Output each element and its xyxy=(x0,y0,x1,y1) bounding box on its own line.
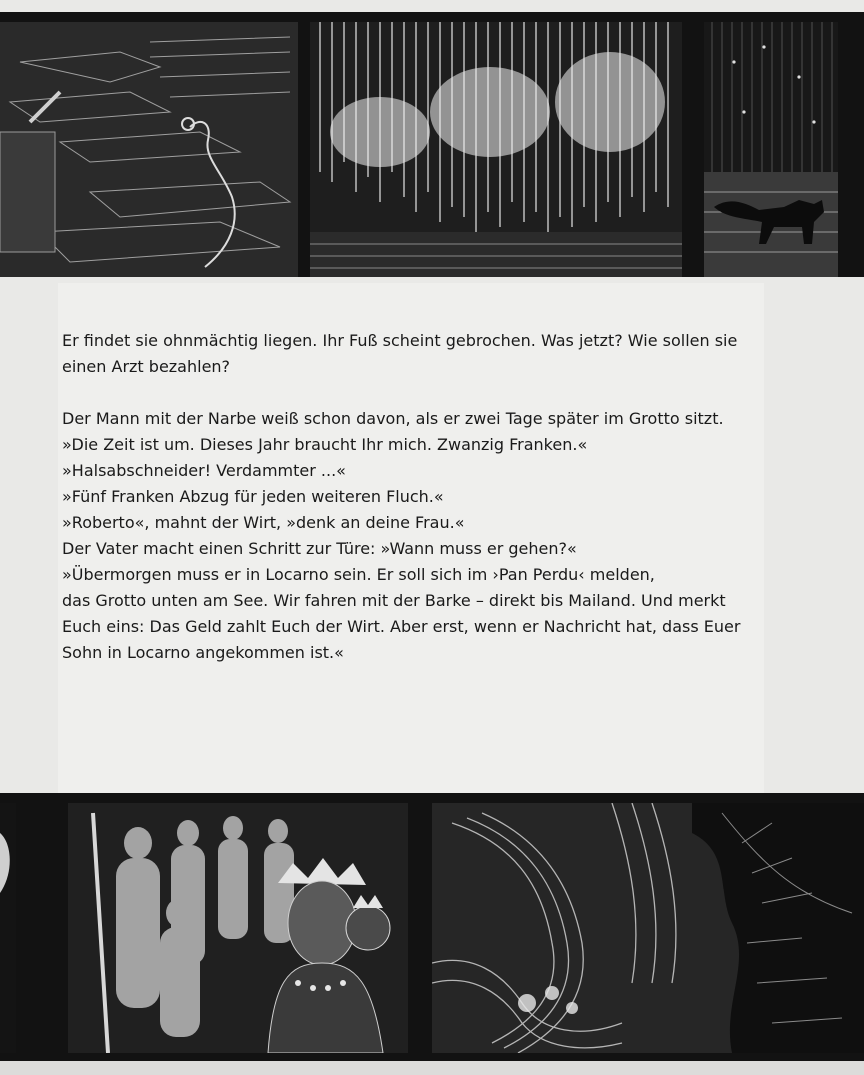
paragraph2-line7: »Übermorgen muss er in Locarno sein. Er soll sich im ›Pan Perdu‹ melden, xyxy=(62,565,655,584)
waterfall-icon xyxy=(310,22,682,277)
paragraph2-line2: »Die Zeit ist um. Dieses Jahr braucht Ihr mich. Zwanzig Franken.« xyxy=(62,435,588,454)
stormy-forest-icon xyxy=(432,803,864,1053)
paragraph2-line1: Der Mann mit der Narbe weiß schon davon, als er zwei Tage später im Grotto sitzt. xyxy=(62,409,724,428)
paragraph1-line1: Er findet sie ohnmächtig liegen. Ihr Fuß scheint gebrochen. Was jetzt? Wie sollen sie xyxy=(62,331,738,350)
paragraph2-line10: Sohn in Locarno angekommen ist.« xyxy=(62,643,344,662)
story-text xyxy=(62,328,762,666)
paragraph2-line3: »Halsabschneider! Verdammter ...« xyxy=(62,461,346,480)
partial-illustration-icon xyxy=(0,803,16,1053)
top-illustration-strip xyxy=(0,12,864,277)
paragraph2-line9: Euch eins: Das Geld zahlt Euch der Wirt. Aber erst, wenn er Nachricht hat, dass Euer xyxy=(62,617,741,636)
fox-icon xyxy=(704,22,838,277)
paragraph1-line2: einen Arzt bezahlen? xyxy=(62,357,231,376)
paragraph2-line5: »Roberto«, mahnt der Wirt, »denk an deine Frau.« xyxy=(62,513,465,532)
paragraph2-line6: Der Vater macht einen Schritt zur Türe: »Wann muss er gehen?« xyxy=(62,539,577,558)
page-bottom-margin xyxy=(0,1061,864,1075)
paragraph2-line8: das Grotto unten am See. Wir fahren mit der Barke – direkt bis Mailand. Und merkt xyxy=(62,591,726,610)
bottom-illustration-strip xyxy=(0,793,864,1061)
procession-icon xyxy=(68,803,408,1053)
pheasant-on-stone-wall-icon xyxy=(0,22,298,277)
paragraph2-line4: »Fünf Franken Abzug für jeden weiteren Fluch.« xyxy=(62,487,444,506)
